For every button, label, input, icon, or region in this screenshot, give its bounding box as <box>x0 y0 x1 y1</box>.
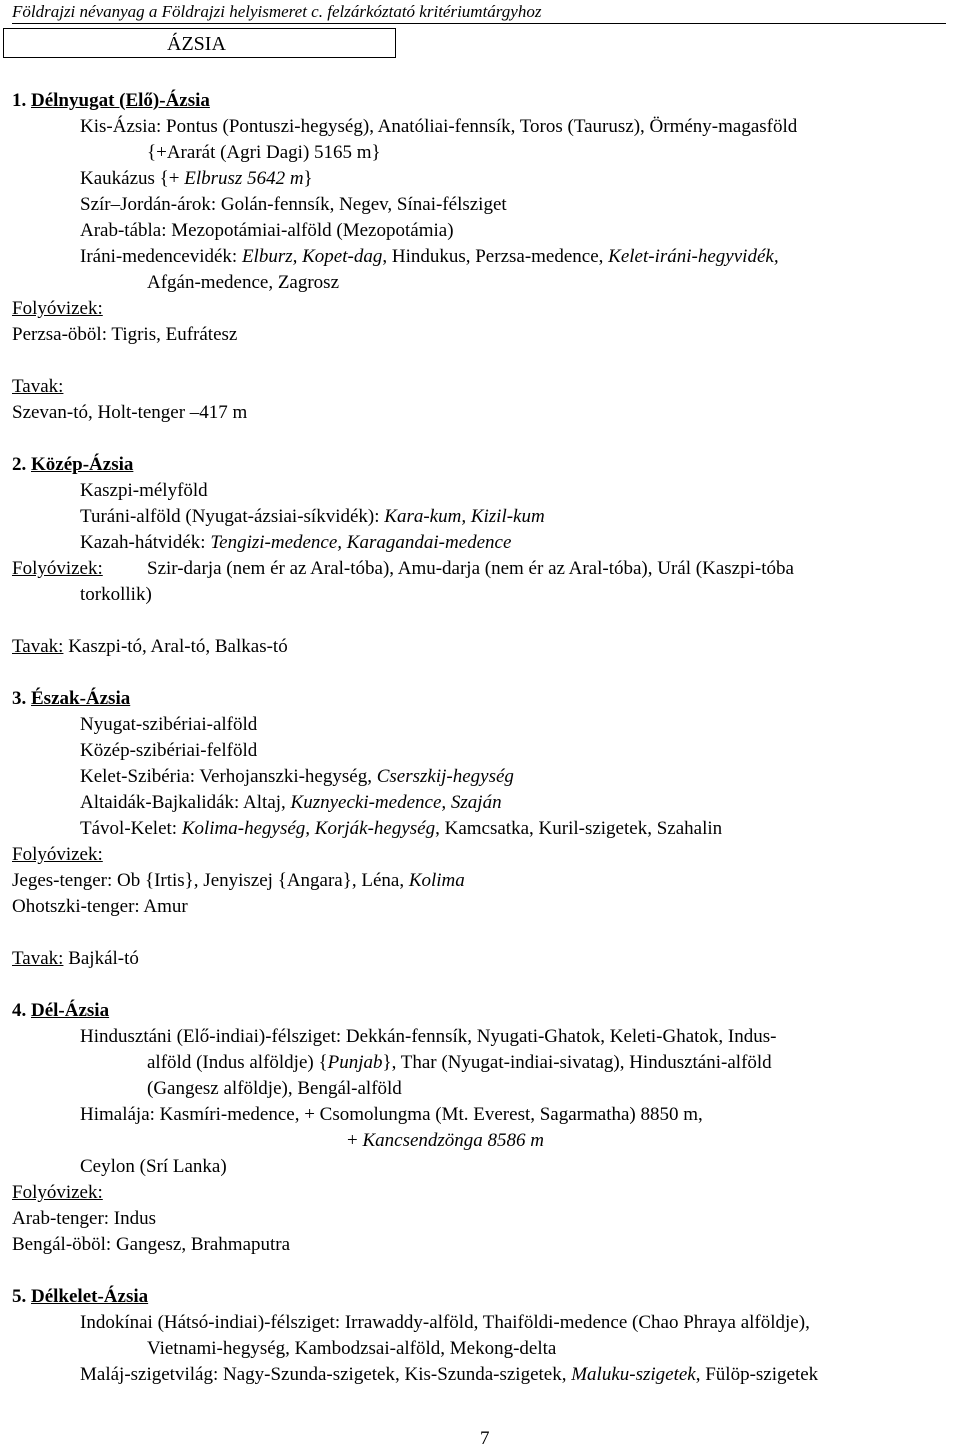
s4-line-2a: alföld (Indus alföldje) { <box>147 1052 328 1073</box>
s1-line-1: Kis-Ázsia: Pontus (Pontuszi-hegység), Anatóliai-fennsík, Toros (Taurusz), Örmény-magasföld <box>80 116 798 137</box>
s1-line-3b: Elbrusz 5642 m <box>184 168 304 189</box>
s3-line-2: Közép-szibériai-felföld <box>80 740 258 761</box>
s3-line-3b: Cserszkij-hegység <box>376 766 514 787</box>
s3-line-4 <box>80 792 502 814</box>
s4-line-5a: + <box>347 1130 363 1151</box>
s3-lakes-label: Tavak: <box>12 948 64 969</box>
s1-line-4: Szír–Jordán-árok: Golán-fennsík, Negev, Sínai-félsziget <box>80 194 507 215</box>
s4-line-4: Himalája: Kasmíri-medence, + Csomolungma (Mt. Everest, Sagarmatha) 8850 m, <box>80 1104 703 1125</box>
s5-line-2: Vietnami-hegység, Kambodzsai-alföld, Mekong-delta <box>147 1338 557 1359</box>
s2-line-3a: Kazah-hátvidék: <box>80 532 211 553</box>
section-5-heading <box>12 1286 148 1308</box>
s1-line-6a: Iráni-medencevidék: <box>80 246 242 267</box>
running-header: Földrajzi névanyag a Földrajzi helyismeret c. felzárkóztató kritériumtárgyhoz <box>12 2 946 24</box>
s5-line-3a: Maláj-szigetvilág: Nagy-Szunda-szigetek, Kis-Szunda-szigetek, <box>80 1364 572 1385</box>
s1-rivers-1: Perzsa-öböl: Tigris, Eufrátesz <box>12 324 238 345</box>
section-3-heading <box>12 688 130 710</box>
s3-rivers-1a: Jeges-tenger: Ob {Irtis}, Jenyiszej {Angara}, Léna, <box>12 870 409 891</box>
s4-line-1: Hindusztáni (Elő-indiai)-félsziget: Dekkán-fennsík, Nyugati-Ghatok, Keleti-Ghatok, Indus- <box>80 1026 777 1047</box>
s3-line-5 <box>80 818 722 840</box>
section-1-number: 1. <box>12 90 31 111</box>
s3-rivers-1b: Kolima <box>408 870 465 891</box>
s5-line-3 <box>80 1364 818 1386</box>
page-title: ÁZSIA <box>3 28 396 58</box>
s5-line-3c: , Fülöp-szigetek <box>695 1364 819 1385</box>
s3-line-4b: Kuznyecki-medence, Szaján <box>290 792 502 813</box>
section-1-title: Délnyugat (Elő)-Ázsia <box>31 90 210 111</box>
s4-line-2b: Punjab <box>327 1052 383 1073</box>
section-4-title: Dél-Ázsia <box>31 1000 110 1021</box>
section-3-title: Észak-Ázsia <box>31 688 131 709</box>
s3-line-5b: Kolima-hegység, Korják-hegység <box>181 818 436 839</box>
s3-lakes-1: Bajkál-tó <box>63 948 139 969</box>
s1-line-2: {+Ararát (Agri Dagi) 5165 m} <box>147 142 381 163</box>
s2-line-3b: Tengizi-medence, Karagandai-medence <box>210 532 512 553</box>
s1-lakes-label: Tavak: <box>12 376 64 397</box>
s1-line-6 <box>80 246 779 268</box>
s3-line-5a: Távol-Kelet: <box>80 818 182 839</box>
s3-lakes <box>12 948 139 970</box>
s2-line-2a: Turáni-alföld (Nyugat-ázsiai-síkvidék): <box>80 506 385 527</box>
s2-line-2 <box>80 506 545 528</box>
s3-rivers-1 <box>12 870 465 892</box>
section-4-number: 4. <box>12 1000 31 1021</box>
s1-line-6b: Elburz, Kopet-dag <box>241 246 383 267</box>
section-1-heading <box>12 90 210 112</box>
s4-rivers-1: Arab-tenger: Indus <box>12 1208 157 1229</box>
s1-line-3 <box>80 168 313 190</box>
s4-line-5b: Kancsendzönga 8586 m <box>362 1130 545 1151</box>
s1-line-6d: Kelet-iráni-hegyvidék, <box>608 246 779 267</box>
s4-line-3: (Gangesz alföldje), Bengál-alföld <box>147 1078 402 1099</box>
s4-line-5 <box>347 1130 544 1152</box>
s2-line-3 <box>80 532 511 554</box>
s1-line-5: Arab-tábla: Mezopotámiai-alföld (Mezopotámia) <box>80 220 454 241</box>
s1-line-3a: Kaukázus {+ <box>80 168 185 189</box>
section-2-title: Közép-Ázsia <box>31 454 134 475</box>
s3-line-4a: Altaidák-Bajkalidák: Altaj, <box>80 792 291 813</box>
s2-rivers-label: Folyóvizek: <box>12 558 103 579</box>
s1-line-6c: , Hindukus, Perzsa-medence, <box>382 246 609 267</box>
s4-line-2 <box>147 1052 772 1074</box>
section-2-number: 2. <box>12 454 31 475</box>
section-5-number: 5. <box>12 1286 31 1307</box>
s4-rivers-label: Folyóvizek: <box>12 1182 103 1203</box>
s2-rivers-1: Szir-darja (nem ér az Aral-tóba), Amu-darja (nem ér az Aral-tóba), Urál (Kaszpi-tóba <box>147 558 794 579</box>
s1-lakes-1: Szevan-tó, Holt-tenger –417 m <box>12 402 248 423</box>
s4-line-2c: }, Thar (Nyugat-indiai-sivatag), Hindusztáni-alföld <box>382 1052 772 1073</box>
s1-line-3c: } <box>303 168 313 189</box>
section-2-heading <box>12 454 133 476</box>
s5-line-3b: Maluku-szigetek <box>571 1364 696 1385</box>
s2-lakes-1: Kaszpi-tó, Aral-tó, Balkas-tó <box>63 636 288 657</box>
s1-rivers-label: Folyóvizek: <box>12 298 103 319</box>
section-5-title: Délkelet-Ázsia <box>31 1286 149 1307</box>
s4-rivers-2: Bengál-öböl: Gangesz, Brahmaputra <box>12 1234 291 1255</box>
s1-line-7: Afgán-medence, Zagrosz <box>147 272 340 293</box>
s3-line-5c: , Kamcsatka, Kuril-szigetek, Szahalin <box>435 818 723 839</box>
s4-line-6: Ceylon (Srí Lanka) <box>80 1156 227 1177</box>
section-3-number: 3. <box>12 688 31 709</box>
s5-line-1: Indokínai (Hátsó-indiai)-félsziget: Irrawaddy-alföld, Thaiföldi-medence (Chao Phraya alföldje), <box>80 1312 810 1333</box>
s3-line-3a: Kelet-Szibéria: Verhojanszki-hegység, <box>80 766 377 787</box>
s3-rivers-label: Folyóvizek: <box>12 844 103 865</box>
section-4-heading <box>12 1000 109 1022</box>
s2-lakes-label: Tavak: <box>12 636 64 657</box>
s3-line-1: Nyugat-szibériai-alföld <box>80 714 258 735</box>
s2-line-2b: Kara-kum, Kizil-kum <box>384 506 545 527</box>
page-number: 7 <box>480 1428 490 1449</box>
s2-rivers-2: torkollik) <box>80 584 152 605</box>
s3-rivers-2: Ohotszki-tenger: Amur <box>12 896 188 917</box>
s2-lakes <box>12 636 288 658</box>
s2-line-1: Kaszpi-mélyföld <box>80 480 208 501</box>
s3-line-3 <box>80 766 514 788</box>
